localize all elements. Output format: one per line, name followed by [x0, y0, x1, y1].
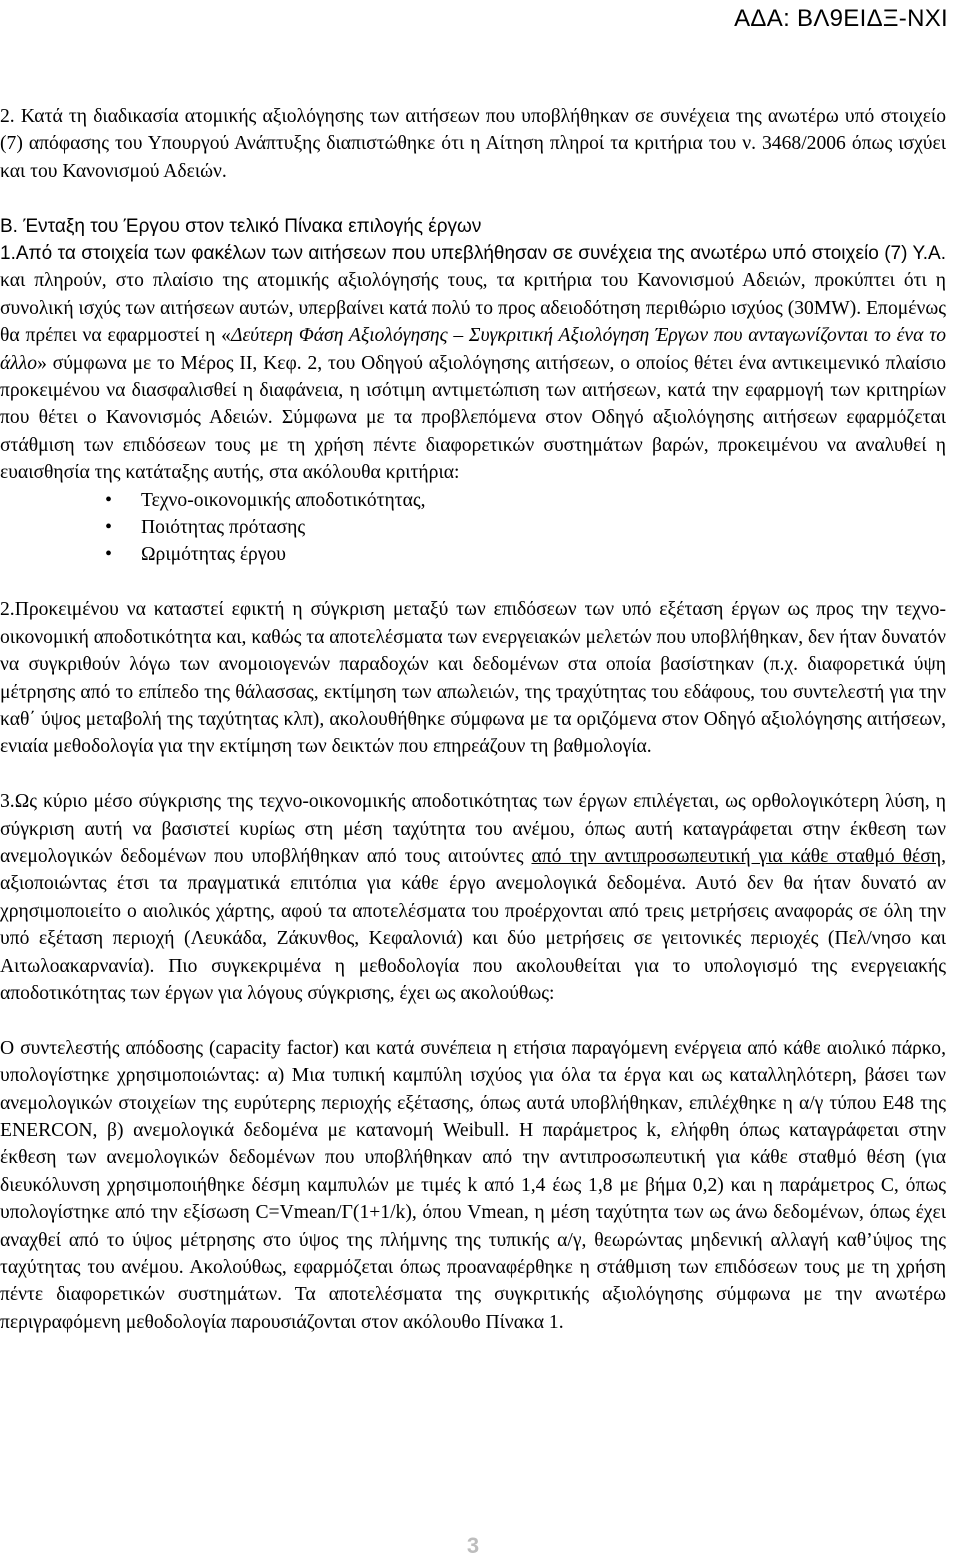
paragraph-b1 — [0, 240, 946, 487]
list-item: • Ποιότητας πρότασης — [0, 514, 946, 541]
spacer — [0, 1007, 946, 1034]
page-number: 3 — [466, 1533, 480, 1558]
paragraph-b3 — [0, 788, 946, 1007]
list-item: • Τεχνο-οικονομικής αποδοτικότητας, — [0, 487, 946, 514]
document-body — [0, 103, 946, 1336]
spacer — [0, 569, 946, 596]
section-heading: Β. Ένταξη του Έργου στον τελικό Πίνακα επιλογής έργων — [0, 215, 482, 237]
paragraph-b1-body: και πληρούν, στο πλαίσιο της ατομικής αξιολόγησής τους, τα κριτήρια του Κανονισμού Αδειών, προκύπτει ότι η συνολική ισχύς των αιτήσεων αυτών, υπερβαίνει κατά πολύ το προς αδειοδότηση περιθώριο ισχύος (30MW). Επομένως θα πρέπει να εφαρμοστεί η « — [0, 270, 946, 347]
paragraph-b2: 2.Προκειμένου να καταστεί εφικτή η σύγκριση μεταξύ των επιδόσεων των υπό εξέταση έργων ως προς την τεχνο-οικονομική αποδοτικότητα και, καθώς τα αποτελέσματα των ενεργειακών μελετών που υποβλήθηκαν, δεν ήταν δυνατόν να συγκριθούν λόγω των ανομοιογενών παραδοχών και δεδομένων στα οποία βασίστηκαν (π.χ. διαφορετικά ύψη μέτρησης από το επίπεδο της θάλασσας, εκτίμηση των απωλειών, της τραχύτητας του εδάφους, του συντελεστή για την καθ΄ ύψος μεταβολή της ταχύτητας κλπ), ακολουθήθηκε σύμφωνα με τα οριζόμενα στον Οδηγό αξιολόγησης αιτήσεων, ενιαία μεθοδολογία για την εκτίμηση των δεικτών που επηρεάζουν τη βαθμολογία. — [0, 599, 946, 758]
list-item: • Ωριμότητας έργου — [0, 541, 946, 568]
paragraph-b3-post: , αξιοποιώντας έτσι τα πραγματικά επιτόπια για κάθε έργο ανεμολογικά δεδομένα. Αυτό δεν θα ήταν δυνατό αν χρησιμοποιείτο ο αιολικός χάρτης, αφού τα αποτελέσματα του προέρχονται από τρεις μετρήσεις αναφοράς σε όλη την υπό εξέταση περιοχή (Λευκάδα, Ζάκυνθος, Κεφαλονιά) και δύο μετρήσεις σε γειτονικές περιοχές (Πελ/νησο και Αιτωλοακαρνανία). Πιο συγκεκριμένα η μεθοδολογία που ακολουθείται για το υπολογισμό της ενεργειακής αποδοτικότητας των έργων για λόγους σύγκρισης, έχει ως ακολούθως: — [0, 845, 946, 1004]
ada-code: ΑΔΑ: ΒΛ9ΕΙΔΞ-ΝΧΙ — [734, 5, 948, 32]
spacer — [0, 761, 946, 788]
paragraph-b4: Ο συντελεστής απόδοσης (capacity factor) και κατά συνέπεια η ετήσια παραγόμενη ενέργεια από κάθε αιολικό πάρκο, υπολογίστηκε χρησιμοποιώντας: α) Μια τυπική καμπύλη ισχύος για όλα τα έργα και ως καταλληλότερη, βάσει των ανεμολογικών στοιχείων της ευρύτερης περιοχής εξέτασης, όπως αυτά υποβλήθηκαν, επιλέχθηκε η α/γ τύπου Ε48 της ENERCON, β) ανεμολογικά δεδομένα με κατανομή Weibull. Η παράμετρος k, ελήφθη όπως καταγράφεται στην έκθεση των ανεμολογικών δεδομένων που υποβλήθηκαν από την αντιπροσωπευτική για κάθε σταθμό θέση (για διευκόλυνση χρησιμοποιήθηκε δέσμη καμπυλών με τιμές k από 1,4 έως 1,8 με βήμα 0,2) και η παράμετρος C, όπως υπολογίστηκε από την εξίσωση C=Vmean/Γ(1+1/k), όπου Vmean, η μέση ταχύτητα των ως άνω δεδομένων, όπως έχει αναχθεί από το ύψος μέτρησης στο ύψος της πλήμνης της τυπικής α/γ, θεωρώντας μηδενική αλλαγή καθ’ύψος της ταχύτητας του ανέμου. Ακολούθως, εφαρμόζεται όπως προαναφέρθηκε η στάθμιση των επιδόσεων τους με τη χρήση πέντε διαφορετικών συστημάτων. Τα αποτελέσματα της συγκριτικής αξιολόγησης σύμφωνα με την ανωτέρω περιγραφόμενη μεθοδολογία παρουσιάζονται στον ακόλουθο Πίνακα 1. — [0, 1037, 946, 1333]
criteria-list — [0, 487, 946, 569]
paragraph-b3-pre: 3.Ως κύριο μέσο σύγκρισης της τεχνο-οικονομικής αποδοτικότητας των έργων επιλέγεται, ως ορθολογικότερη λύση, η σύγκριση αυτή να βασιστεί κυρίως στη μέση ταχύτητα του ανέμου, όπως αυτή καταγράφεται στην έκθεση των ανεμολογικών δεδομένων που υποβλήθηκαν από τους αιτούντες — [0, 791, 946, 867]
paragraph-b1-lead: 1.Από τα στοιχεία των φακέλων των αιτήσεων που υπεβλήθησαν σε συνέχεια της ανωτέρω υπό στοιχείο (7) Υ.Α. — [0, 243, 946, 265]
spacer — [0, 185, 946, 212]
paragraph-a2: 2. Κατά τη διαδικασία ατομικής αξιολόγησης των αιτήσεων που υποβλήθηκαν σε συνέχεια της ανωτέρω υπό στοιχείο (7) απόφασης του Υπουργού Ανάπτυξης διαπιστώθηκε ότι η Αίτηση πληροί τα κριτήρια του ν. 3468/2006 όπως ισχύει και του Κανονισμού Αδειών. — [0, 106, 946, 182]
paragraph-b3-underline: από την αντιπροσωπευτική για κάθε σταθμό θέση — [531, 845, 942, 867]
paragraph-b1-italic: Δεύτερη Φάση Αξιολόγησης – Συγκριτική Αξιολόγηση Έργων που ανταγωνίζονται το ένα το άλλο — [0, 325, 946, 374]
paragraph-b1-tail: » σύμφωνα με το Μέρος ΙΙ, Κεφ. 2, του Οδηγού αξιολόγησης αιτήσεων, ο οποίος θέτει ένα αντικειμενικό πλαίσιο προκειμένου να διασφαλισθεί η διαφάνεια, η ισότιμη αντιμετώπιση των αιτήσεων, κατά την εφαρμογή των κριτηρίων που θέτει ο Κανονισμός Αδειών. Σύμφωνα με τα προβλεπόμενα στον Οδηγό αξιολόγησης αιτήσεων εφαρμόζεται στάθμιση των επιδόσεων τους με τη χρήση πέντε διαφορετικών συστημάτων βαρών, προκειμένου να αναλυθεί η ευαισθησία της κατάταξης αυτής, στα ακόλουθα κριτήρια: — [0, 352, 946, 484]
